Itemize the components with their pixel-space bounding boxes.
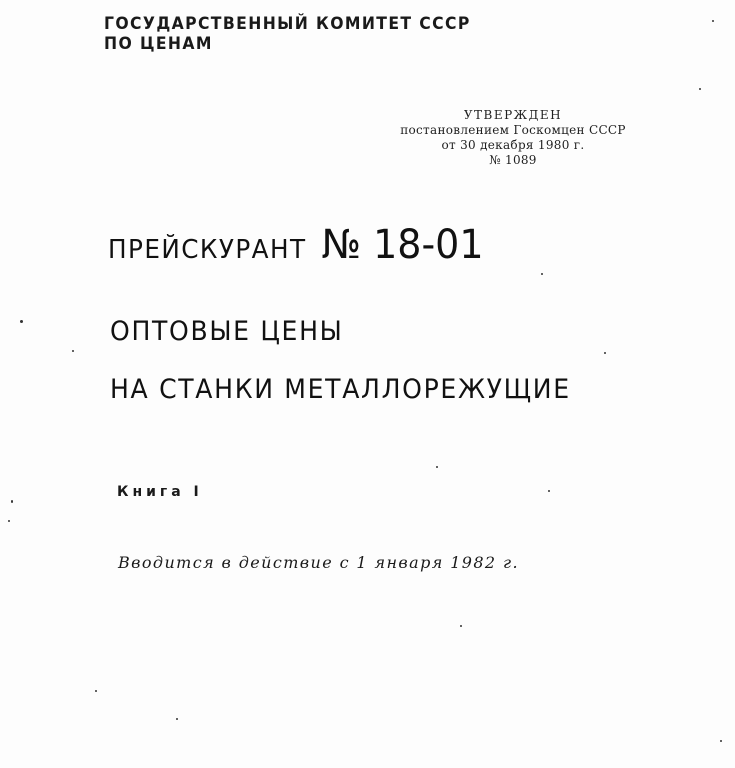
scan-speck — [72, 350, 74, 352]
scan-speck — [95, 690, 97, 692]
scan-speck — [460, 625, 462, 627]
approval-title: УТВЕРЖДЕН — [463, 108, 563, 122]
scan-speck — [604, 352, 606, 354]
scan-speck — [176, 718, 178, 720]
title-line-2: НА СТАНКИ МЕТАЛЛОРЕЖУЩИЕ — [110, 374, 571, 405]
scan-speck — [20, 320, 23, 323]
scan-speck — [712, 20, 714, 22]
approval-date: от 30 декабря 1980 г. — [441, 138, 585, 152]
scan-speck — [548, 490, 550, 492]
title-line-1: ОПТОВЫЕ ЦЕНЫ — [110, 316, 344, 347]
scan-speck — [8, 520, 10, 522]
scan-speck — [699, 88, 701, 90]
scan-speck — [720, 740, 722, 742]
approval-block — [368, 108, 658, 168]
issuer-header — [104, 14, 471, 54]
approval-authority: постановлением Госкомцен СССР — [400, 123, 626, 137]
scan-speck — [11, 500, 13, 503]
book-label: Книга I — [117, 484, 203, 500]
scan-speck — [436, 466, 438, 468]
effective-date: Вводится в действие с 1 января 1982 г. — [118, 553, 519, 572]
pricelist-heading — [108, 222, 484, 268]
pricelist-number: № 18-01 — [321, 222, 484, 268]
issuer-line-2: ПО ЦЕНАМ — [104, 34, 213, 54]
issuer-line-1: ГОСУДАРСТВЕННЫЙ КОМИТЕТ СССР — [104, 14, 471, 34]
pricelist-label: ПРЕЙСКУРАНТ — [108, 235, 307, 265]
scan-speck — [541, 273, 543, 275]
approval-number: № 1089 — [489, 153, 537, 167]
